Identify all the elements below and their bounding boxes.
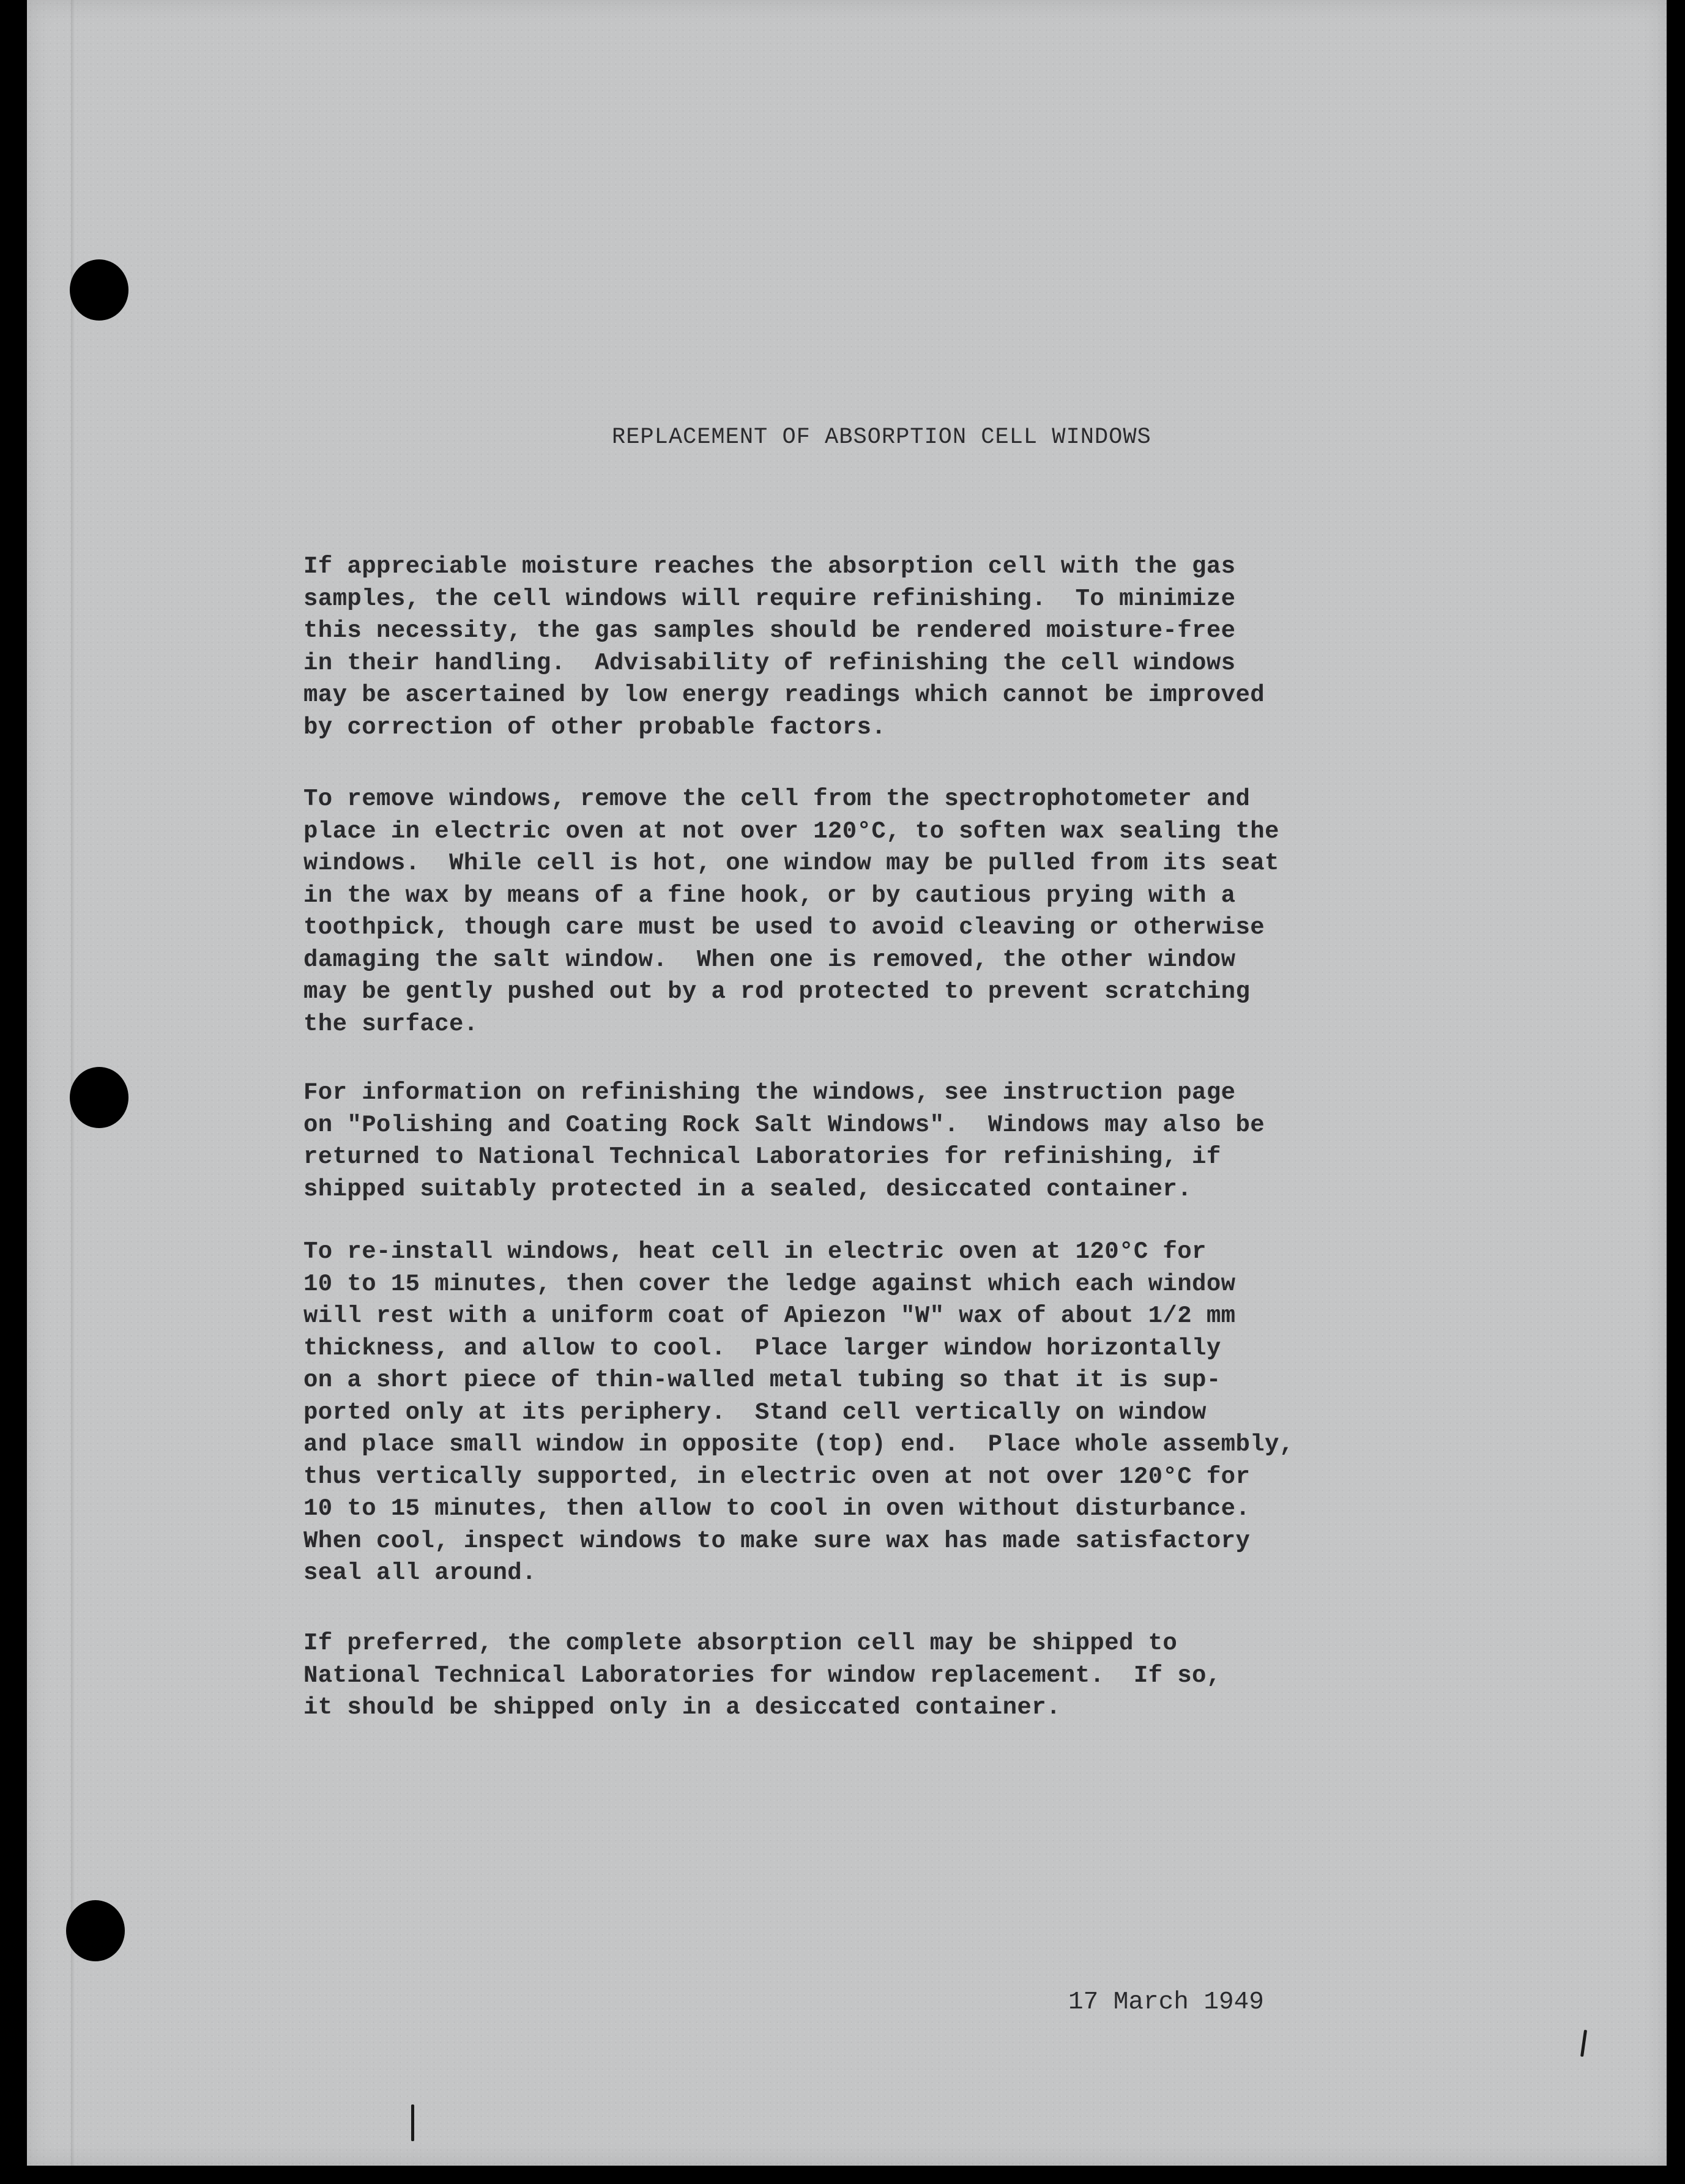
document-title: REPLACEMENT OF ABSORPTION CELL WINDOWS: [612, 425, 1151, 450]
paragraph-remove-windows: To remove windows, remove the cell from the spectrophotometer and place in electric oven at not over 120°C, to soften wax sealing the windows. While cell is hot, one window may be pulled from its seat in the wax by means of a fine hook, or by cautious prying with a toothpick, though care must be used to avoid cleaving or otherwise damaging the salt window. When one is removed, the other window may be gently pushed out by a rod protected to prevent scratching the surface.: [303, 786, 1279, 1038]
paragraph-refinishing-info: For information on refinishing the windows, see instruction page on "Polishing and Coating Rock Salt Windows". Windows may also be returned to National Technical Laboratories for refinishing, if shipped suitably protected in a sealed, desiccated container.: [303, 1079, 1265, 1203]
punch-hole-top: [70, 259, 128, 321]
paragraph-ship-cell: If preferred, the complete absorption cell may be shipped to National Technical Laboratories for window replacement. If so, it should be shipped only in a desiccated container.: [303, 1630, 1221, 1721]
paragraph-moisture: If appreciable moisture reaches the absorption cell with the gas samples, the cell windows will require refinishing. To minimize this necessity, the gas samples should be rendered moisture-free in their handling. Advisability of refinishing the cell windows may be ascertained by low energy readings which cannot be improved by correction of other probable factors.: [303, 553, 1265, 741]
paragraph-reinstall-windows: To re-install windows, heat cell in electric oven at 120°C for 10 to 15 minutes, then cover the ledge against which each window will rest with a uniform coat of Apiezon "W" wax of about 1/2 mm thickness, and allow to cool. Place larger window horizontally on a short piece of thin-walled metal tubing so that it is sup- ported only at its periphery. Stand cell vertically on window and place small window in opposite (top) end. Place whole assembly, thus vertically supported, in electric oven at not over 120°C for 10 to 15 minutes, then allow to cool in oven without disturbance. When cool, inspect windows to make sure wax has made satisfactory seal all around.: [303, 1238, 1294, 1586]
punch-hole-middle: [70, 1067, 128, 1128]
page-mark: [411, 2104, 414, 2141]
document-date: 17 March 1949: [1068, 1988, 1264, 2016]
punch-hole-bottom: [66, 1900, 125, 1961]
